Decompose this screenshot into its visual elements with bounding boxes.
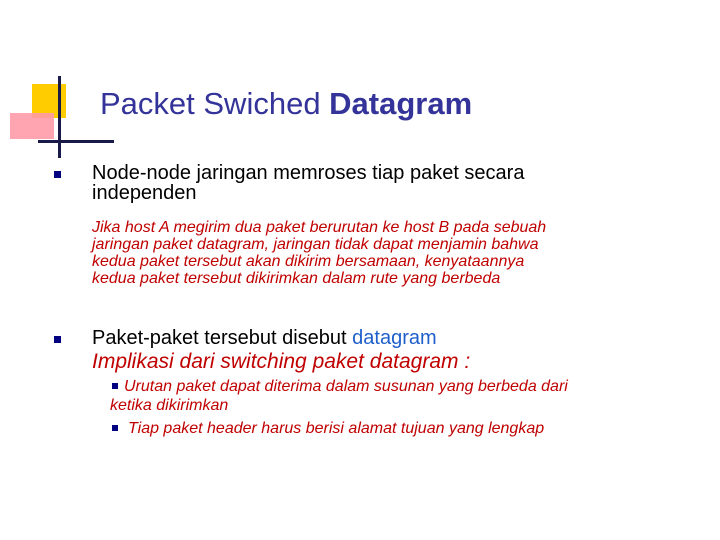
title-bold: Datagram <box>329 86 473 121</box>
sub-bullet-square-icon <box>112 425 118 431</box>
bullet1-line2: independen <box>92 182 197 204</box>
sub1-line1: Urutan paket dapat diterima dalam susunan yang berbeda dari <box>124 378 568 395</box>
note-line3: kedua paket tersebut akan dikirim bersamaan, kenyataannya <box>92 253 525 270</box>
bullet1-line1: Node-node jaringan memroses tiap paket secara <box>92 162 525 184</box>
title-normal: Packet Swiched <box>100 86 330 121</box>
logo-vertical-line <box>58 76 61 158</box>
bullet2-prefix: Paket-paket tersebut disebut <box>92 327 353 349</box>
logo-horizontal-line <box>38 140 114 143</box>
sub2-text: Tiap paket header harus berisi alamat tujuan yang lengkap <box>128 420 545 437</box>
note-line4: kedua paket tersebut dikirimkan dalam rute yang berbeda <box>92 270 501 287</box>
sub1-line2: ketika dikirimkan <box>110 397 229 414</box>
slide-title <box>100 86 472 122</box>
bullet2-text <box>92 328 437 348</box>
implication-heading: Implikasi dari switching paket datagram : <box>92 350 471 373</box>
bullet-square-icon <box>54 336 61 343</box>
note-line1: Jika host A megirim dua paket berurutan ke host B pada sebuah <box>92 219 547 236</box>
bullet-square-icon <box>54 171 61 178</box>
sub-bullet-square-icon <box>112 383 118 389</box>
bullet2-highlight: datagram <box>352 327 437 349</box>
note-line2: jaringan paket datagram, jaringan tidak dapat menjamin bahwa <box>92 236 539 253</box>
logo-pink-square <box>10 113 54 139</box>
